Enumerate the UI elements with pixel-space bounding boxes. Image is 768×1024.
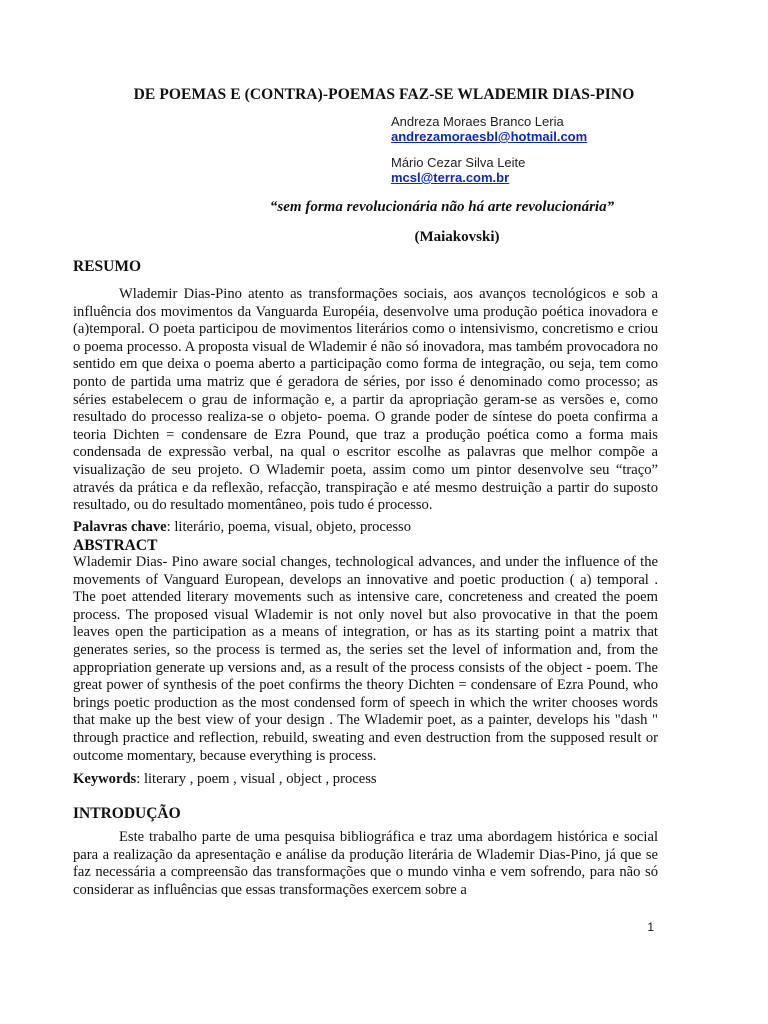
introducao-paragraph: Este trabalho parte de uma pesquisa bibliográfica e traz uma abordagem histórica e social para a realização da apresentação e análise da produção literária de Wlademir Dias-Pino, já que se faz necessária a compreensão das transformações que o mundo vinha e vem sofrendo, para não só considerar as influências que essas transformações exercem sobre a [73, 829, 658, 898]
abstract-paragraph: Wlademir Dias- Pino aware social changes, technological advances, and under the influence of the movements of Vanguard European, develops an innovative and poetic production ( a) temporal . The poet attended literary movements such as intensive care, concreteness and created the poem process. The proposed visual Wlademir is not only novel but also provocative in that the poem leaves open the participation as a means of integration, or has as its starting point a matrix that generates series, so the process is termed as, the series set the level of information and, from the appropriation generate up versions and, as a result of the process consists of the object - poem. The great power of synthesis of the poet confirms the theory Dichten = condensare of Ezra Pound, who brings poetic production as the most condensed form of speech in which the writer chooses words that make up the best view of your design . The Wlademir poet, as a painter, develops his "dash " through practice and reflection, rebuild, sweating and even destruction from the supposed result or outcome momentary, because everything is process. [73, 554, 658, 764]
keywords-values: : literário, poema, visual, objeto, processo [166, 519, 412, 535]
keywords-line [73, 771, 377, 788]
author-block-1 [391, 114, 587, 144]
epigraph-source: (Maiakovski) [414, 229, 500, 245]
author-name: Andreza Moraes Branco Leria [391, 114, 564, 129]
author-email-link[interactable]: andrezamoraesbl@hotmail.com [391, 129, 588, 144]
palavras-chave-line [73, 519, 411, 536]
keywords-label: Palavras chave [73, 519, 167, 535]
author-block-2 [391, 155, 525, 185]
keywords-values: : literary , poem , visual , object , process [136, 771, 377, 787]
introducao-heading: INTRODUÇÃO [73, 805, 181, 822]
abstract-heading: ABSTRACT [73, 537, 158, 554]
author-email-link[interactable]: mcsl@terra.com.br [391, 170, 510, 185]
epigraph-quote: “sem forma revolucionária não há arte revolucionária” [269, 199, 615, 215]
page-number: 1 [647, 920, 654, 934]
author-name: Mário Cezar Silva Leite [391, 155, 526, 170]
resumo-heading: RESUMO [73, 258, 142, 275]
resumo-paragraph: Wlademir Dias-Pino atento as transformações sociais, aos avanços tecnológicos e sob a influência dos movimentos da Vanguarda Européia, desenvolve uma produção poética inovadora e (a)temporal. O poeta participou de movimentos literários como o intensivismo, concretismo e criou o poema processo. A proposta visual de Wlademir é não só inovadora, mas também provocadora no sentido em que deixa o poema aberto a participação como forma de integração, ou seja, tem como ponto de partida uma matriz que é geradora de séries, por isso é denominado como processo; as séries estabelecem o grau de informação e, a partir da apropriação geram-se as versões e, como resultado do processo realiza-se o objeto- poema. O grande poder de síntese do poeta confirma a teoria Dichten = condensare de Ezra Pound, que traz a produção poética como a forma mais condensada de expressão verbal, na qual o escritor escolhe as palavras que melhor compõe a visualização de seu projeto. O Wlademir poeta, assim como um pintor desenvolve seu “traço” através da prática e da reflexão, refacção, transpiração e até mesmo destruição a partir do suposto resultado, ou do resultado momentâneo, pois tudo é processo. [73, 286, 658, 514]
paper-title: DE POEMAS E (CONTRA)-POEMAS FAZ-SE WLADEMIR DIAS-PINO [133, 86, 635, 103]
keywords-label: Keywords [73, 771, 137, 787]
